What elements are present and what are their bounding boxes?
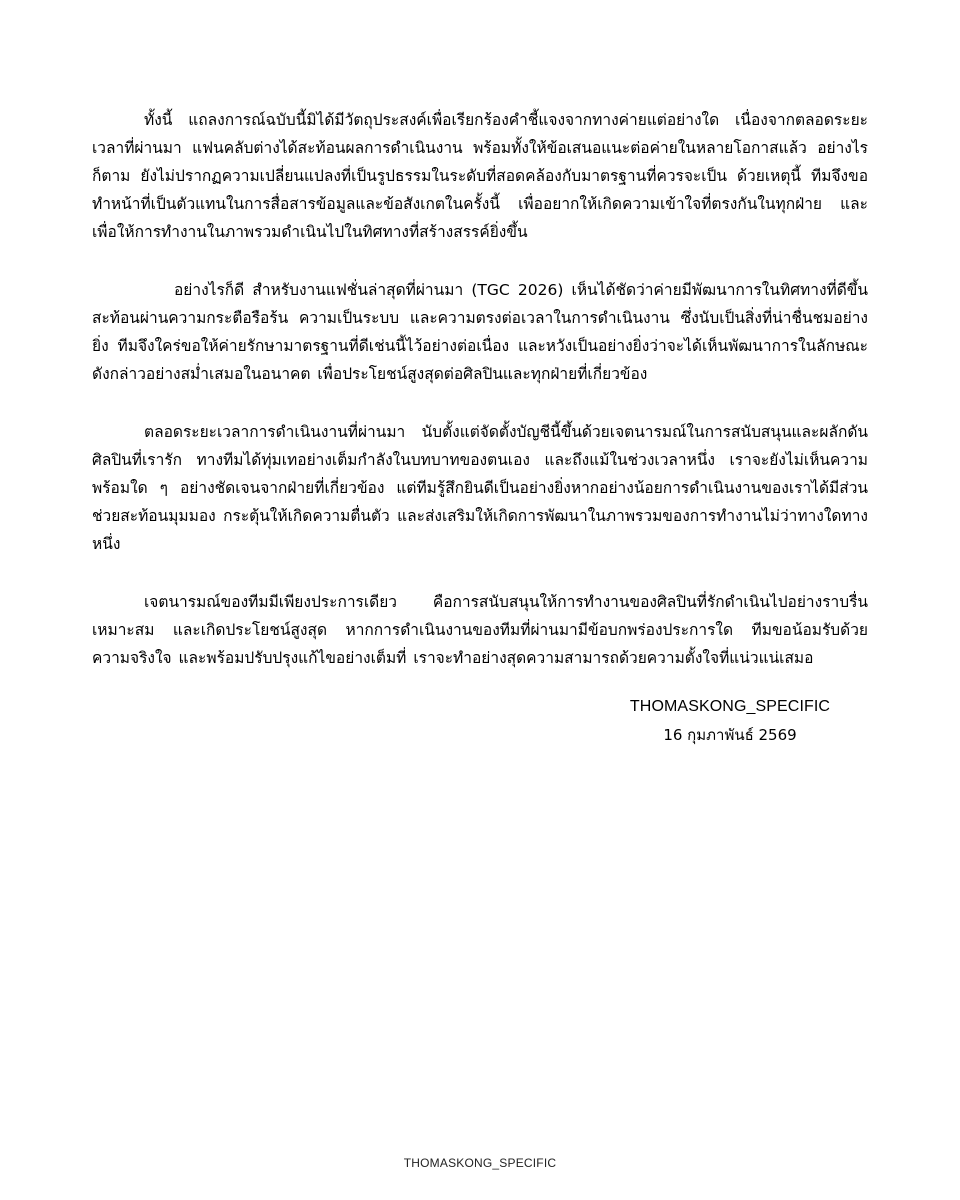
paragraph-tgc-2026: อย่างไรก็ดี สำหรับงานแฟชั่นล่าสุดที่ผ่านมา (TGC 2026) เห็นได้ชัดว่าค่ายมีพัฒนาการในทิศทางที่ดีขึ้น สะท้อนผ่านความกระตือรือร้น ความเป็นระบบ และความตรงต่อเวลาในการดำเนินงาน ซึ่งนับเป็นสิ่งที่น่าชื่นชมอย่างยิ่ง ทีมจึงใคร่ขอให้ค่ายรักษามาตรฐานที่ดีเช่นนี้ไว้อย่างต่อเนื่อง และหวังเป็นอย่างยิ่งว่าจะได้เห็นพัฒนาการในลักษณะดังกล่าวอย่างสม่ำเสมอในอนาคต เพื่อประโยชน์สูงสุดต่อศิลปินและทุกฝ่ายที่เกี่ยวข้อง [92,281,868,383]
signature-name: THOMASKONG_SPECIFIC [629,698,831,715]
paragraph-intention: เจตนารมณ์ของทีมมีเพียงประการเดียว คือการสนับสนุนให้การทำงานของศิลปินที่รักดำเนินไปอย่างราบรื่น เหมาะสม และเกิดประโยชน์สูงสุด หากการดำเนินงานของทีมที่ผ่านมามีข้อบกพร่องประการใด ทีมขอน้อมรับด้วยความจริงใจ และพร้อมปรับปรุงแก้ไขอย่างเต็มที่ เราจะทำอย่างสุดความสามารถด้วยความตั้งใจที่แน่วแน่เสมอ [92,593,868,667]
paragraph-past-operations: ตลอดระยะเวลาการดำเนินงานที่ผ่านมา นับตั้งแต่จัดตั้งบัญชีนี้ขึ้นด้วยเจตนารมณ์ในการสนับสนุนและผลักดันศิลปินที่เรารัก ทางทีมได้ทุ่มเทอย่างเต็มกำลังในบทบาทของตนเอง และถึงแม้ในช่วงเวลาหนึ่ง เราจะยังไม่เห็นความพร้อมใด ๆ อย่างชัดเจนจากฝ่ายที่เกี่ยวข้อง แต่ทีมรู้สึกยินดีเป็นอย่างยิ่งหากอย่างน้อยการดำเนินงานของเราได้มีส่วนช่วยสะท้อนมุมมอง กระตุ้นให้เกิดความตื่นตัว และส่งเสริมให้เกิดการพัฒนาในภาพรวมของการทำงานไม่ว่าทางใดทางหนึ่ง [92,423,868,553]
signature-block [600,694,860,748]
page-footer: THOMASKONG_SPECIFIC [403,1156,557,1170]
signature-date: 16 กุมภาพันธ์ 2569 [663,726,797,744]
document-body [92,106,868,702]
paragraph-purpose: ทั้งนี้ แถลงการณ์ฉบับนี้มิได้มีวัตถุประสงค์เพื่อเรียกร้องคำชี้แจงจากทางค่ายแต่อย่างใด เนื่องจากตลอดระยะเวลาที่ผ่านมา แฟนคลับต่างได้สะท้อนผลการดำเนินงาน พร้อมทั้งให้ข้อเสนอแนะต่อค่ายในหลายโอกาสแล้ว อย่างไรก็ตาม ยังไม่ปรากฏความเปลี่ยนแปลงที่เป็นรูปธรรมในระดับที่สอดคล้องกับมาตรฐานที่ควรจะเป็น ด้วยเหตุนี้ ทีมจึงขอทำหน้าที่เป็นตัวแทนในการสื่อสารข้อมูลและข้อสังเกตในครั้งนี้ เพื่ออยากให้เกิดความเข้าใจที่ตรงกันในทุกฝ่าย และเพื่อให้การทำงานในภาพรวมดำเนินไปในทิศทางที่สร้างสรรค์ยิ่งขึ้น [92,111,868,241]
